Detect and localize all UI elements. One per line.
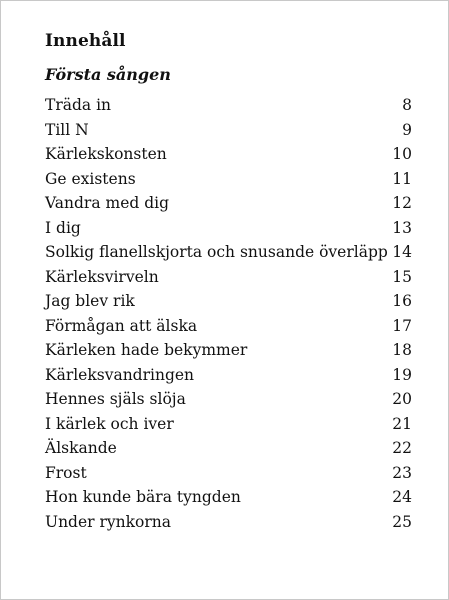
toc-entry — [45, 289, 412, 314]
toc-entry-page: 12 — [392, 194, 412, 212]
toc-entry — [45, 338, 412, 363]
toc-entry — [45, 167, 412, 192]
toc-entry — [45, 118, 412, 143]
toc-entry-title: Hon kunde bära tyngden — [45, 488, 241, 506]
toc-entry-title: Kärleken hade bekymmer — [45, 341, 248, 359]
toc-entry-title: Ge existens — [45, 169, 136, 188]
toc-entry-title: I dig — [45, 218, 81, 237]
section-heading: Första sången — [45, 65, 171, 84]
toc-entry-page: 10 — [392, 145, 412, 163]
toc-entry — [45, 216, 412, 241]
toc-entry-title: Kärleksvandringen — [45, 365, 195, 384]
toc-entry-page: 17 — [392, 316, 412, 335]
toc-entry — [45, 363, 412, 388]
toc-entry — [45, 265, 412, 290]
toc-entry-title: Förmågan att älska — [45, 316, 198, 335]
toc-heading: Innehåll — [45, 31, 126, 51]
toc-entry — [45, 436, 412, 461]
toc-entry-page: 11 — [392, 169, 412, 188]
toc-entry-title: Kärleksvirveln — [45, 267, 159, 286]
toc-list — [45, 93, 412, 534]
toc-entry — [45, 314, 412, 339]
toc-entry — [45, 240, 412, 265]
toc-entry-title: Under rynkorna — [45, 512, 171, 531]
toc-entry-page: 24 — [392, 488, 412, 506]
toc-entry — [45, 142, 412, 167]
toc-entry-page: 21 — [392, 414, 412, 433]
toc-entry-title: Till N — [45, 120, 89, 139]
toc-entry-title: Älskande — [45, 439, 117, 457]
toc-entry — [45, 387, 412, 412]
toc-entry-page: 8 — [402, 96, 412, 114]
toc-entry-title: Jag blev rik — [45, 292, 135, 310]
toc-entry-title: I kärlek och iver — [45, 414, 174, 433]
toc-entry-page: 25 — [392, 512, 412, 531]
toc-entry-page: 22 — [392, 439, 412, 457]
toc-entry — [45, 510, 412, 535]
toc-entry-page: 20 — [392, 390, 412, 408]
toc-entry — [45, 461, 412, 486]
toc-entry-title: Frost — [45, 463, 87, 482]
toc-entry-title: Vandra med dig — [45, 194, 170, 212]
toc-entry-page: 16 — [392, 292, 412, 310]
toc-entry-page: 14 — [392, 243, 412, 261]
toc-entry — [45, 485, 412, 510]
toc-entry — [45, 412, 412, 437]
toc-entry-page: 13 — [392, 218, 412, 237]
toc-entry — [45, 93, 412, 118]
toc-entry — [45, 191, 412, 216]
toc-entry-page: 18 — [392, 341, 412, 359]
toc-entry-page: 15 — [392, 267, 412, 286]
toc-entry-page: 23 — [392, 463, 412, 482]
toc-entry-title: Hennes själs slöja — [45, 390, 186, 408]
toc-entry-page: 19 — [392, 365, 412, 384]
toc-entry-title: Solkig flanellskjorta och snusande överläpp — [45, 243, 388, 261]
toc-entry-title: Kärlekskonsten — [45, 145, 167, 163]
toc-entry-page: 9 — [402, 120, 412, 139]
toc-entry-title: Träda in — [45, 96, 112, 114]
